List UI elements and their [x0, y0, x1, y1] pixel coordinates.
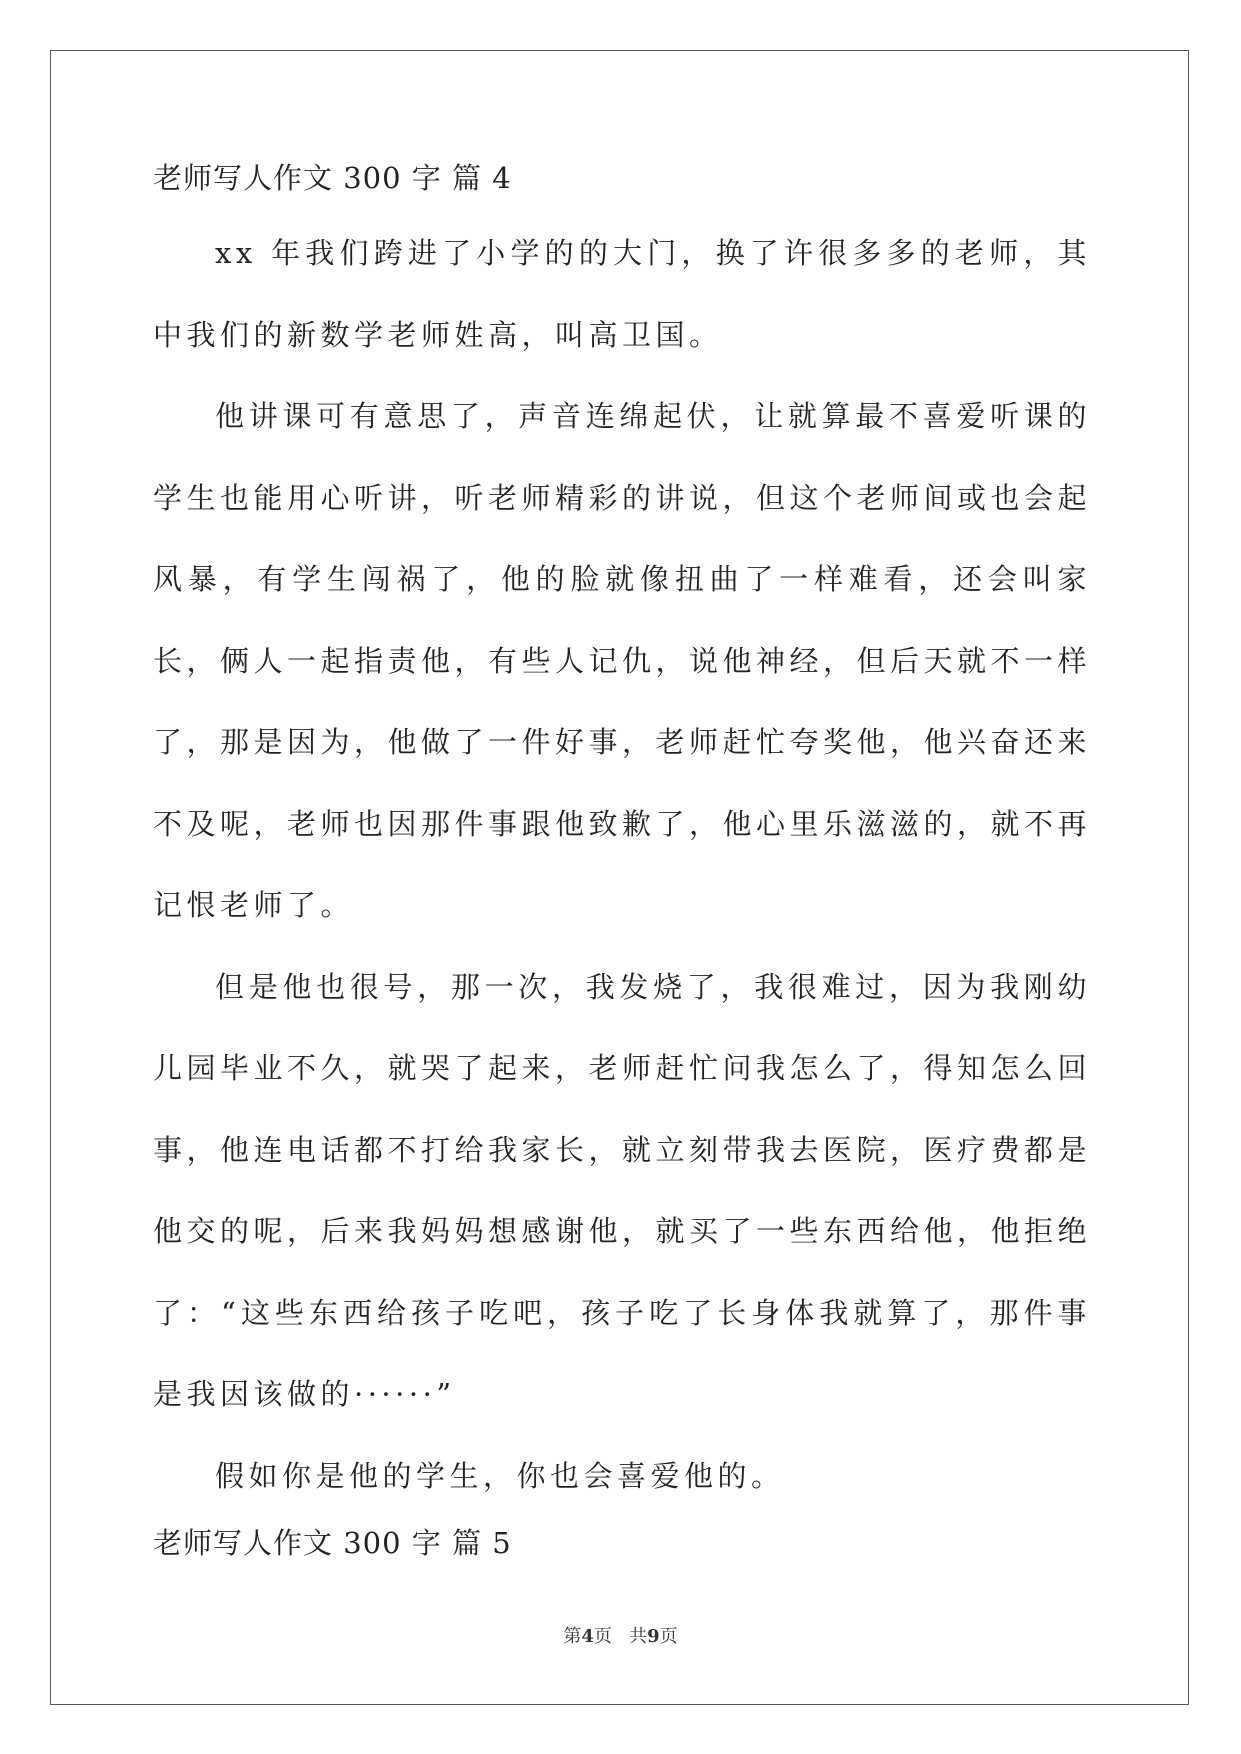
- footer-prefix: 第: [563, 1626, 582, 1647]
- paragraph: 但是他也很号，那一次，我发烧了，我很难过，因为我刚幼儿园毕业不久，就哭了起来，老师赶忙问我怎么了，得知怎么回事，他连电话都不打给我家长，就立刻带我去医院，医疗费都是他交的呢，后来我妈妈想感谢他，就买了一些东西给他，他拒绝了：“这些东西给孩子吃吧，孩子吃了长身体我就算了，那件事是我因该做的······”: [153, 969, 1092, 1411]
- paragraph: xx 年我们跨进了小学的的大门，换了许很多多的老师，其中我们的新数学老师姓高，叫高卫国。: [153, 236, 1091, 352]
- paragraph: 假如你是他的学生，你也会喜爱他的。: [215, 1458, 785, 1493]
- section-heading: 老师写人作文 300 字 篇 4: [153, 161, 512, 195]
- current-page-number: 4: [581, 1626, 594, 1647]
- paragraph: 他讲课可有意思了，声音连绵起伏，让就算最不喜爱听课的学生也能用心听讲，听老师精彩的讲说，但这个老师间或也会起风暴，有学生闯祸了，他的脸就像扭曲了一样难看，还会叫家长，俩人一起指责他，有些人记仇，说他神经，但后天就不一样了，那是因为，他做了一件好事，老师赶忙夸奖他，他兴奋还来不及呢，老师也因那件事跟他致歉了，他心里乐滋滋的，就不再记恨老师了。: [153, 399, 1092, 922]
- page-footer: [0, 1622, 1241, 1648]
- section-heading: 老师写人作文 300 字 篇 5: [153, 1526, 512, 1560]
- footer-suffix: 页: [659, 1626, 678, 1647]
- total-page-count: 9: [647, 1626, 660, 1647]
- footer-middle: 页 共: [593, 1626, 648, 1647]
- document-body: [153, 158, 1091, 1563]
